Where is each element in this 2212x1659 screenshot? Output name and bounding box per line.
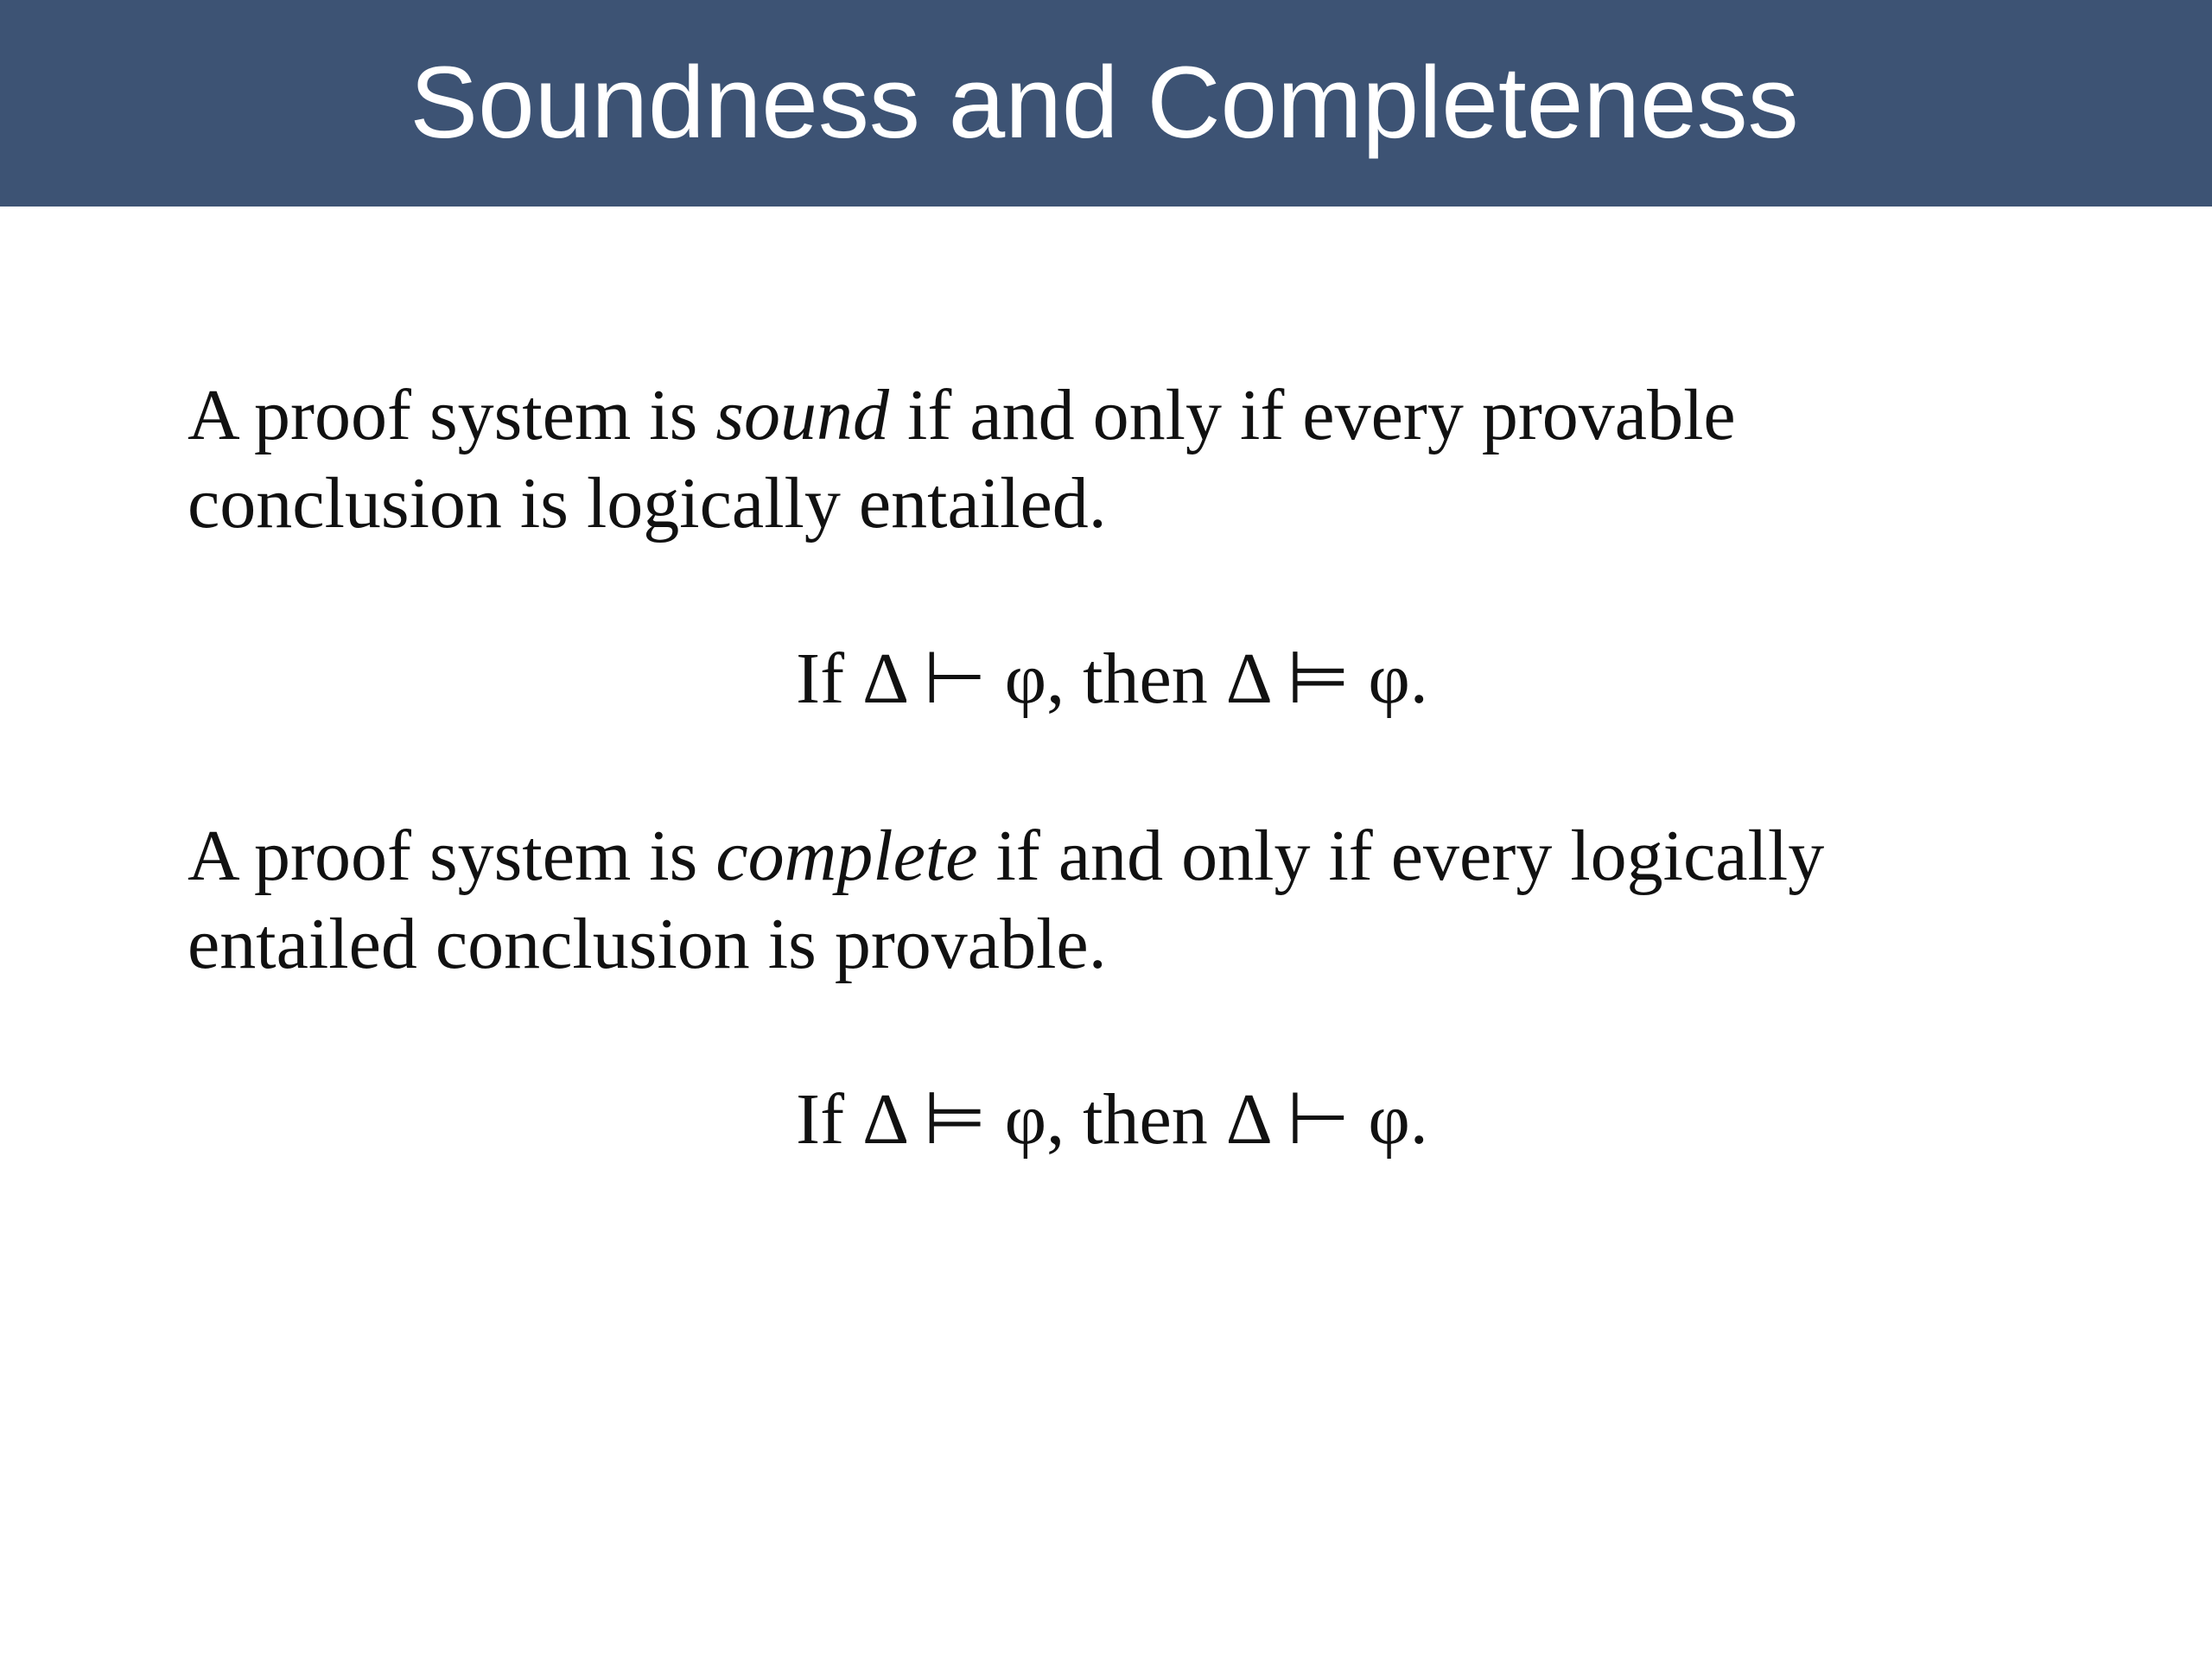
soundness-formula: If Δ ⊢ φ, then Δ ⊨ φ.	[796, 639, 1428, 719]
soundness-line2: conclusion is logically entailed.	[188, 463, 1107, 543]
soundness-term: sound	[715, 375, 890, 455]
soundness-line1-rest: if and only if every provable	[889, 375, 1736, 455]
slide-title: Soundness and Completeness	[410, 46, 1799, 160]
completeness-definition	[188, 812, 2088, 988]
completeness-formula: If Δ ⊨ φ, then Δ ⊢ φ.	[796, 1079, 1428, 1160]
completeness-term: complete	[715, 816, 978, 896]
soundness-definition	[188, 372, 2088, 548]
completeness-line1-rest: if and only if every logically	[977, 816, 1825, 896]
completeness-line2: entailed conclusion is provable.	[188, 904, 1107, 984]
soundness-intro: A proof system is	[188, 375, 716, 455]
completeness-intro: A proof system is	[188, 816, 716, 896]
